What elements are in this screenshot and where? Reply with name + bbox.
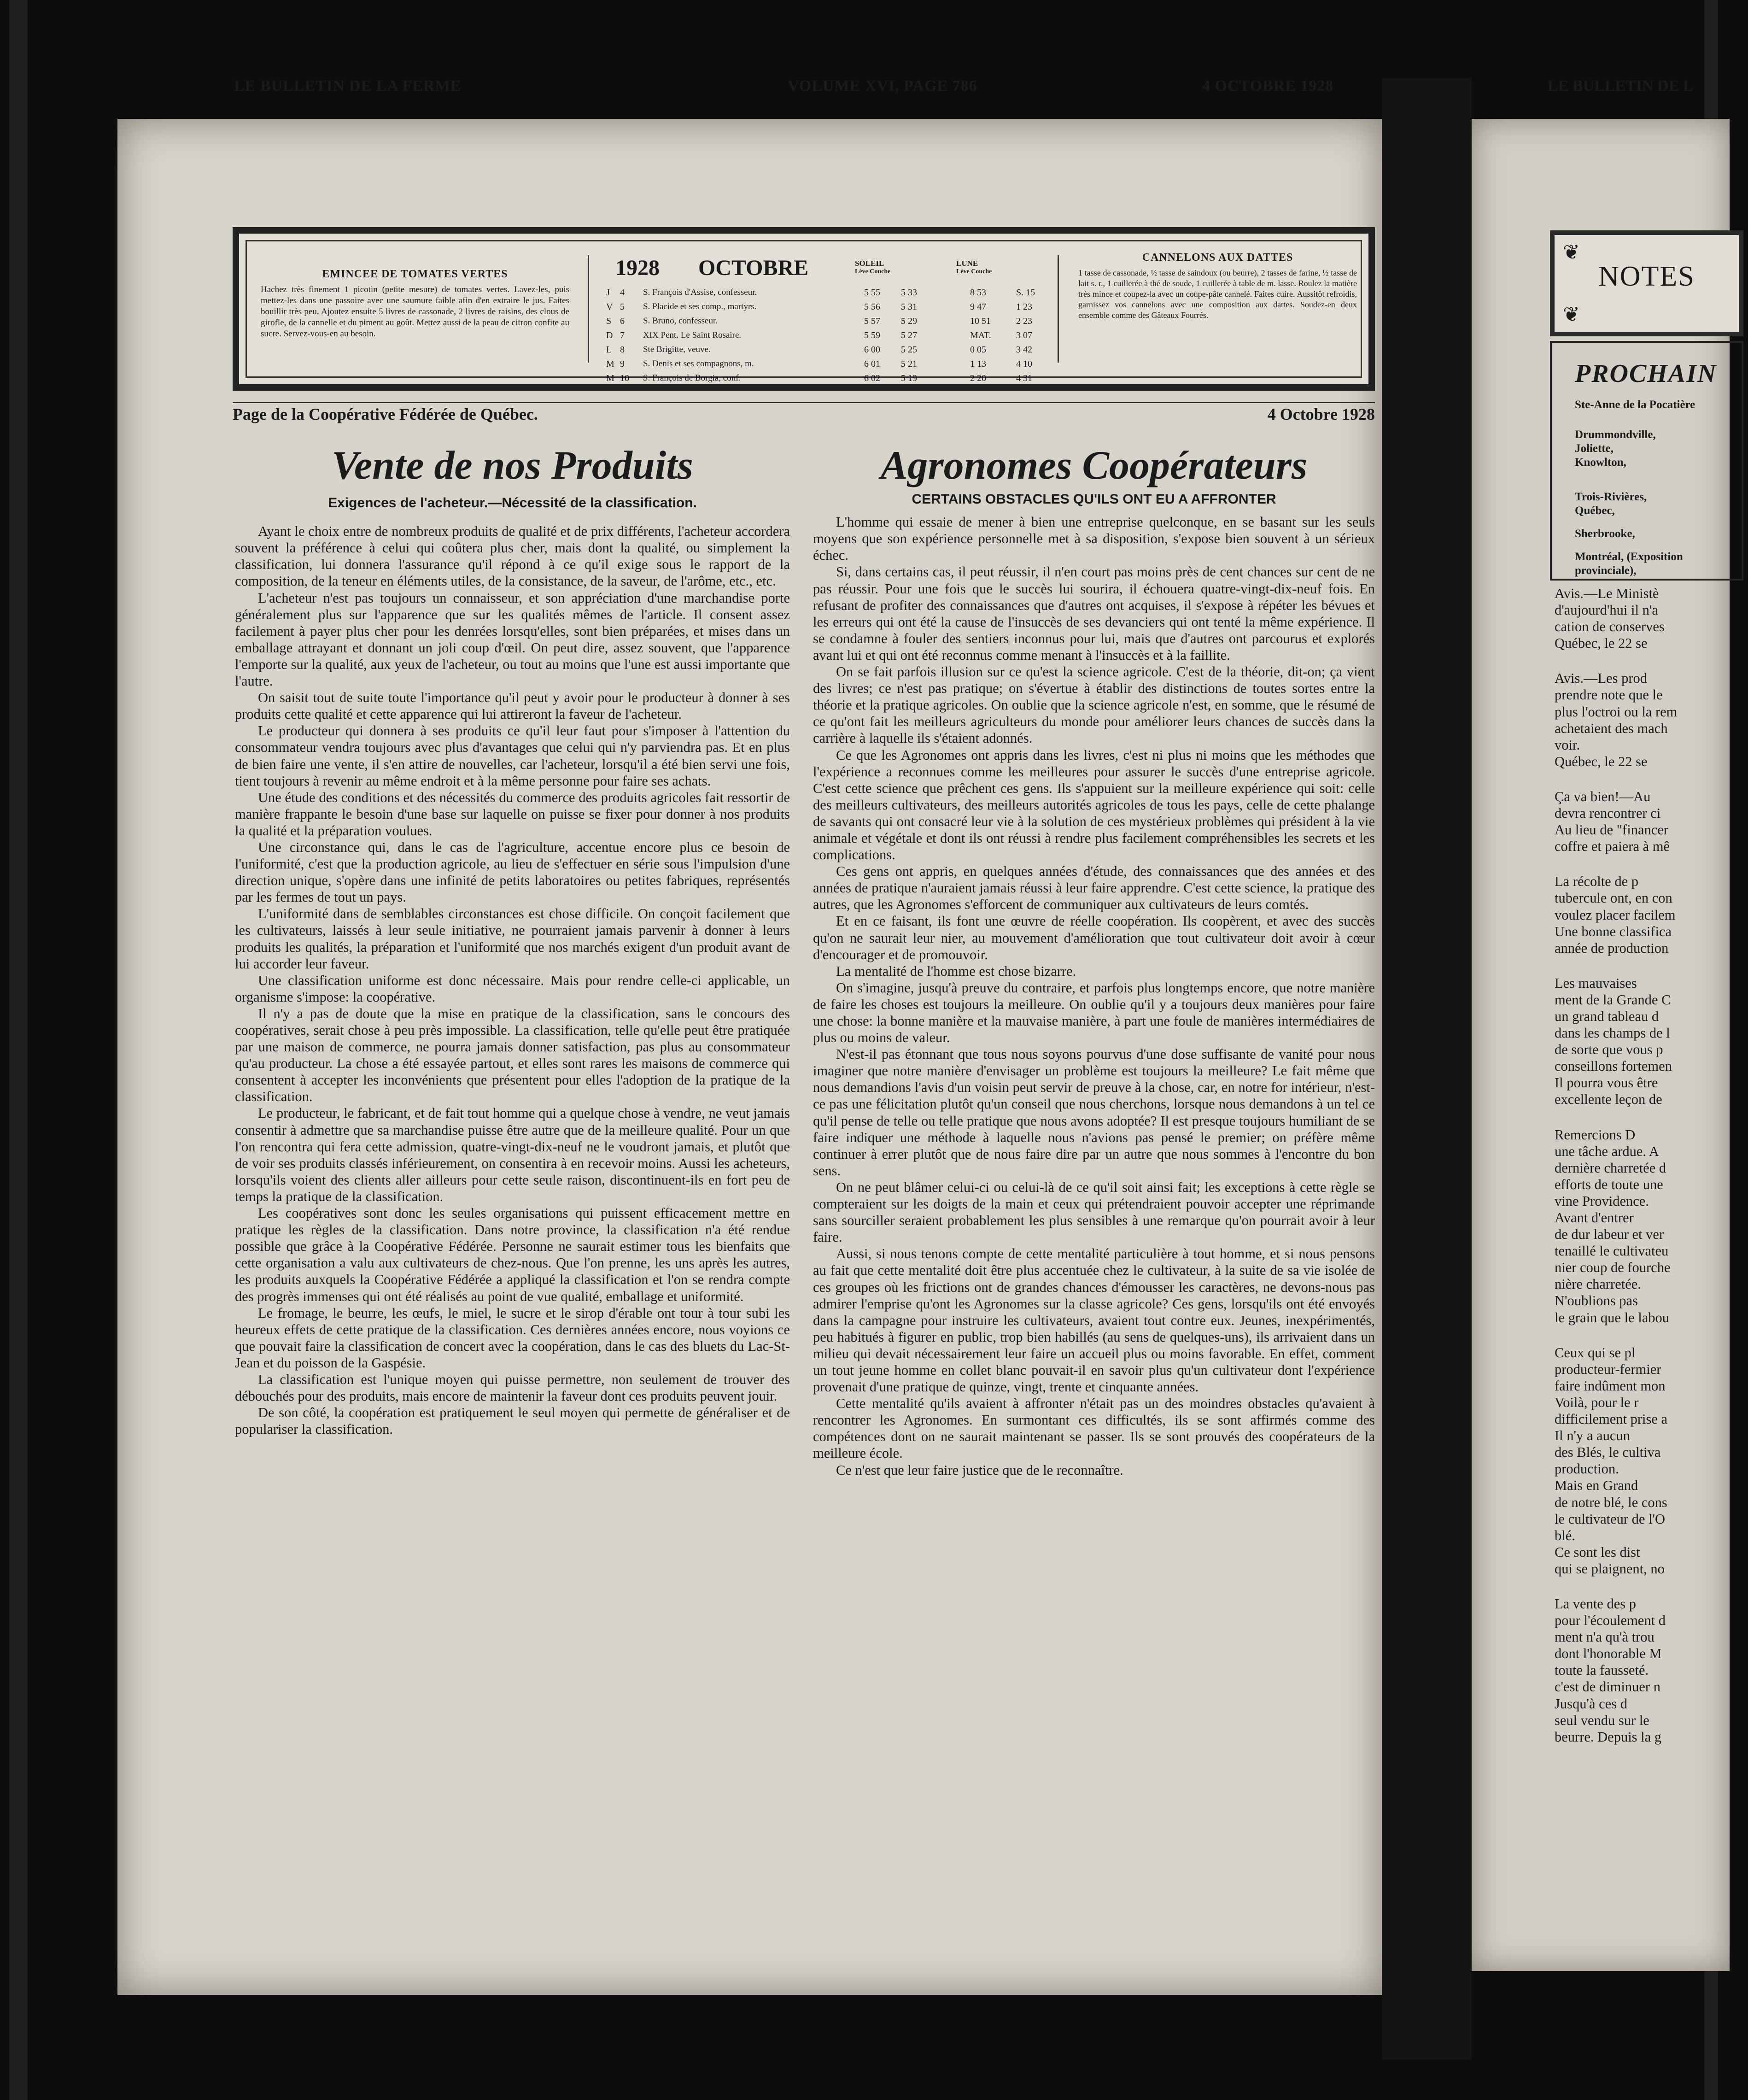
article-paragraph: Une classification uniforme est donc nécessaire. Mais pour rendre celle-ci applicable, un organisme s'impose: la coopérative. <box>235 972 790 1005</box>
prochain-box <box>1550 341 1743 581</box>
calendar-table <box>597 241 1058 383</box>
almanac-inner <box>246 240 1362 383</box>
calendar-cell-s2: 5 27 <box>901 330 917 340</box>
moon-cols: Lève Couche <box>956 268 992 275</box>
recipe-cannelons <box>1064 241 1371 376</box>
calendar-cell-d: D <box>606 330 613 340</box>
next-page-line: Québec, le 22 se <box>1555 753 1648 769</box>
article-vente-deck: Exigences de l'acheteur.—Nécessité de la classification. <box>328 495 697 511</box>
calendar-cell-s1: 5 55 <box>864 287 880 298</box>
next-page-line <box>1555 956 1748 975</box>
page-gutter <box>1382 78 1472 2059</box>
next-page-line: Ce sont les dist <box>1555 1544 1640 1560</box>
next-page-line: Avis.—Les prod <box>1555 670 1648 686</box>
next-page-line: Mais en Grand <box>1555 1478 1638 1494</box>
article-paragraph: De son côté, la coopération est pratiquement le seul moyen qui permette de généraliser et de populariser la classification. <box>235 1405 790 1437</box>
calendar-cell-d: L <box>606 345 612 355</box>
calendar-row <box>606 345 1058 359</box>
next-page-line: Il n'y a aucun <box>1555 1428 1630 1444</box>
next-page-line: d'aujourd'hui il n'a <box>1555 602 1658 618</box>
calendar-cell-l1: 8 53 <box>970 287 986 298</box>
calendar-cell-s1: 6 02 <box>864 373 880 383</box>
calendar-cell-l2: 2 23 <box>1016 316 1032 326</box>
article-agronomes-deck: CERTAINS OBSTACLES QU'ILS ONT EU A AFFRONTER <box>912 492 1276 507</box>
calendar-cell-n: 8 <box>620 345 625 355</box>
calendar-cell-saint: S. Denis et ses compagnons, m. <box>643 359 754 369</box>
article-vente-headline: Vente de nos Produits <box>332 443 693 488</box>
calendar-cell-s1: 5 56 <box>864 302 880 312</box>
calendar-cell-s2: 5 31 <box>901 302 917 312</box>
article-paragraph: Ce que les Agronomes ont appris dans les livres, c'est ni plus ni moins que les méthodes que l'expérience a reconnues comme les meilleures pour assurer le succès d'une entreprise agricole. C'est cette science que prêchent ces gens. Ils s'appuient sur la meilleure expérience qui soit: celle des meilleurs cultivateurs, des meilleurs autorités agricoles de tous les pays, celle de cette phalange de savants qui ont consacré leur vie à la solution de ces mystérieux problèmes qui président à la vie animale et végétale et dont ils ont réussi à rendre plus facilement compréhensibles les secrets et les complications. <box>813 747 1375 863</box>
article-paragraph: Il n'y a pas de doute que la mise en pratique de la classification, sans le concours des coopératives, serait chose à peu près impossible. La classification, telle qu'elle peut être pratiquée par une maison de commerce, ne pourra jamais donner satisfaction, pas plus au consommateur qu'au producteur. La chose a été essayée partout, et elles sont rares les maisons de commerce qui consentent à accepter les inconvénients que présentent pour elles l'adoption de la pratique de la classification. <box>235 1005 790 1105</box>
next-page-line: voulez placer facilem <box>1555 907 1676 923</box>
next-page-text <box>1555 585 1748 1745</box>
calendar-cell-l2: 1 23 <box>1016 302 1032 312</box>
moon-heading <box>956 259 992 276</box>
next-page-line: conseillons fortemen <box>1555 1058 1672 1074</box>
prochain-item: Montréal, (Exposition provinciale), <box>1575 551 1683 577</box>
next-page-line: qui se plaignent, no <box>1555 1560 1665 1577</box>
calendar-cell-s1: 5 59 <box>864 330 880 340</box>
header-rule <box>233 402 1375 403</box>
next-page-line: tenaillé le cultivateu <box>1555 1243 1669 1259</box>
next-page-line: Il pourra vous être <box>1555 1075 1658 1091</box>
calendar-cell-saint: S. Bruno, confesseur. <box>643 316 718 326</box>
article-paragraph: Ces gens ont appris, en quelques années d'étude, des connaissances que des années et des années de pratique n'auraient jamais réussi à leur faire apprendre. C'est cette science, la pratique des autres, que les Agronomes s'efforcent de communiquer aux cultivateurs de leurs comtés. <box>813 863 1375 913</box>
next-page-line: efforts de toute une <box>1555 1176 1663 1192</box>
next-page-line: La récolte de p <box>1555 874 1639 890</box>
calendar-cell-s2: 5 19 <box>901 373 917 383</box>
next-page-line <box>1555 1577 1748 1596</box>
calendar-month: OCTOBRE <box>698 256 809 280</box>
calendar-cell-d: V <box>606 302 613 312</box>
calendar-cell-saint: S. Placide et ses comp., martyrs. <box>643 302 757 311</box>
recipe-tomates-title: EMINCEE DE TOMATES VERTES <box>322 268 508 280</box>
calendar-cell-n: 10 <box>620 373 629 383</box>
next-page-line: Avant d'entrer <box>1555 1210 1634 1226</box>
article-agronomes <box>813 442 1375 1478</box>
calendar-cell-n: 4 <box>620 287 625 298</box>
calendar-cell-l1: 9 47 <box>970 302 986 312</box>
calendar-cell-s2: 5 25 <box>901 345 917 355</box>
next-page-line: Au lieu de "financer <box>1555 822 1669 838</box>
next-page-line: nier coup de fourche <box>1555 1260 1671 1276</box>
next-page-line: devra rencontrer ci <box>1555 805 1661 821</box>
almanac-box <box>233 227 1375 391</box>
next-page-line: faire indûment mon <box>1555 1378 1666 1394</box>
running-header-title: LE BULLETIN DE LA FERME <box>234 77 462 94</box>
next-page-line: Une bonne classifica <box>1555 923 1672 939</box>
calendar-cell-d: J <box>606 287 610 298</box>
next-page-line: c'est de diminuer n <box>1555 1679 1660 1695</box>
article-paragraph: On se fait parfois illusion sur ce qu'est la science agricole. C'est de la théorie, dit-on; ça vient des livres; ce n'est pas pratique; on s'évertue à établir des distinctions de toutes sortes entre la théorie et la pratique agricoles. On oublie que la science agricole n'est, en somme, que le résumé de ce qu'ont fait les meilleurs agriculteurs du monde pour améliorer leurs chances de succès dans la carrière à laquelle ils s'étaient adonnés. <box>813 664 1375 746</box>
calendar-cell-l1: 0 05 <box>970 345 986 355</box>
running-header <box>115 77 1605 100</box>
calendar-row <box>606 316 1058 330</box>
calendar-cell-l2: 4 31 <box>1016 373 1032 383</box>
next-page-line: difficilement prise a <box>1555 1411 1668 1427</box>
recipe-cannelons-title: CANNELONS AUX DATTES <box>1142 252 1293 264</box>
section-title: Page de la Coopérative Fédérée de Québec. <box>233 405 538 423</box>
next-page-line: Remercions D <box>1555 1126 1636 1143</box>
calendar-cell-s2: 5 33 <box>901 287 917 298</box>
almanac-divider <box>588 255 589 363</box>
article-paragraph: L'acheteur n'est pas toujours un connaisseur, et son appréciation d'une marchandise porte généralement plus sur l'apparence que sur les qualités mêmes de l'article. Il consent assez facilement à payer plus cher pour les denrées lorsqu'elles, sont bien préparées, et mises dans un emballage attrayant et donnant un joli coup d'œil. On peut dire, assez souvent, que l'apparence l'emporte sur la qualité, aux yeux de l'acheteur, ou tout au moins que l'une est aussi importante que l'autre. <box>235 590 790 689</box>
next-page-line <box>1555 1326 1748 1344</box>
next-page-line: Québec, le 22 se <box>1555 635 1648 651</box>
article-paragraph: Ayant le choix entre de nombreux produits de qualité et de prix différents, l'acheteur accordera souvent la préférence à celui qui coûtera plus cher, mais dont la qualité, ou simplement la classification, lui donnera l'assurance qu'il répond à ce qu'il exige sous le rapport de la composition, de la teneur en éléments utiles, de la consistance, de la saveur, de l'arôme, etc., etc. <box>235 523 790 589</box>
calendar-cell-s1: 6 00 <box>864 345 880 355</box>
calendar-cell-d: S <box>606 316 612 326</box>
next-page-line: le grain que le labou <box>1555 1309 1669 1326</box>
next-page-line: Avis.—Le Ministè <box>1555 586 1659 601</box>
calendar-cell-l1: 1 13 <box>970 359 986 369</box>
calendar-cell-d: M <box>606 359 614 369</box>
next-page-line: N'oublions pas <box>1555 1293 1638 1309</box>
next-page-line: une tâche ardue. A <box>1555 1143 1659 1159</box>
calendar-cell-n: 9 <box>620 359 625 369</box>
calendar-row <box>606 287 1058 302</box>
sun-heading <box>855 259 890 276</box>
article-paragraph: Le fromage, le beurre, les œufs, le miel, le sucre et le sirop d'érable ont tour à tour subi les heureux effets de cette pratique de la classification. Ces dernières années encore, nous voyions ce que pouvait faire la classification de concert avec la coopération, dans le cas des bluets du Lac-St-Jean et du poisson de la Gaspésie. <box>235 1305 790 1371</box>
next-page-line: dernière charretée d <box>1555 1160 1666 1176</box>
article-paragraph: N'est-il pas étonnant que tous nous soyons pourvus d'une dose suffisante de vanité pour nous imaginer que notre manière d'envisager un problème est toujours la meilleure? Le fait même que nous demandions l'avis d'un voisin peut servir de preuve à la chose, car, en notre for intérieur, n'est-ce pas une félicitation plutôt qu'un conseil que nous cherchons, lorsque nous demandons à un tel ce qu'il pense de telle ou telle pratique que nous avons adoptée? Il est presque toujours humiliant de se faire indiquer une méthode à laquelle nous n'avions pas pensé le premier; on préfère même continuer à errer plutôt que de nous faire dire par un autre que nous sommes à l'encontre du bon sens. <box>813 1046 1375 1179</box>
next-page-line: production. <box>1555 1461 1619 1477</box>
next-page-line: Ceux qui se pl <box>1555 1344 1636 1361</box>
next-page-line: dans les champs de l <box>1555 1025 1670 1041</box>
article-paragraph: Le producteur qui donnera à ses produits ce qu'il leur faut pour s'imposer à l'attention du consommateur vendra toujours avec plus d'avantages que celui qui n'y parviendra pas. Et en plus de bien faire une vente, il s'en attire de nouvelles, car l'acheteur, lorsqu'il a été bien servi une fois, tient toujours à revenir au même endroit et à la même personne pour faire ses achats. <box>235 723 790 789</box>
next-page-line: achetaient des mach <box>1555 720 1668 736</box>
calendar-cell-l2: 4 10 <box>1016 359 1032 369</box>
next-page-line <box>1555 651 1748 670</box>
next-page-line <box>1555 770 1748 788</box>
article-vente-body <box>235 523 790 1437</box>
next-page-line: de notre blé, le cons <box>1555 1494 1667 1510</box>
calendar-year: 1928 <box>615 256 660 280</box>
next-page-line: beurre. Depuis la g <box>1555 1729 1662 1745</box>
calendar-cell-n: 5 <box>620 302 625 312</box>
next-page-line: blé. <box>1555 1527 1575 1543</box>
prochain-item: Ste-Anne de la Pocatière <box>1575 399 1695 411</box>
calendar-cell-l1: 10 51 <box>970 316 991 326</box>
calendar-row <box>606 359 1058 373</box>
calendar-cell-s1: 6 01 <box>864 359 880 369</box>
calendar-cell-l2: 3 42 <box>1016 345 1032 355</box>
calendar-cell-l2: 3 07 <box>1016 330 1032 340</box>
article-paragraph: La classification est l'unique moyen qui puisse permettre, non seulement de trouver des débouchés pour des produits, mais encore de maintenir la faveur dont ces produits peuvent jouir. <box>235 1371 790 1404</box>
next-page-line: Les mauvaises <box>1555 975 1637 991</box>
calendar-cell-n: 6 <box>620 316 625 326</box>
next-page-line: Ça va bien!—Au <box>1555 788 1651 804</box>
calendar-cell-l1: 2 20 <box>970 373 986 383</box>
ornament-icon: ❦ <box>1563 241 1580 264</box>
recipe-cannelons-body: 1 tasse de cassonade, ½ tasse de saindoux (ou beurre), 2 tasses de farine, ½ tasse de lait s. r., 1 cuillerée à thé de soude, 1 cuillerée à table de m. lasse. Roulez la matière très mince et coupez-la avec un coupe-pâte cannelé. Faites cuire. Aussitôt refroidis, garnissez vos cannelons avec une composition aux dattes. Soudez-en deux ensemble comme des Gâteaux Fourrés. <box>1078 268 1357 320</box>
next-page-line <box>1555 1108 1748 1126</box>
article-paragraph: Cette mentalité qu'ils avaient à affronter n'était pas un des moindres obstacles qu'avaient à rencontrer les Agronomes. En surmontant ces difficultés, ils se sont affirmés comme des compétences dont on ne saurait maintenant se passer. Ils se sont prouvés des coopérateurs de la meilleure école. <box>813 1396 1375 1461</box>
article-paragraph: Le producteur, le fabricant, et de fait tout homme qui a quelque chose à vendre, ne veut jamais consentir à admettre que sa marchandise puisse être autre que de la meilleure qualité. Pour un que l'on rencontra qui fera cette admission, quatre-vingt-dix-neuf ne le voudront jamais, et plutôt que de voir ses produits classés inférieurement, on consentira à en recevoir moins. Aussi les acheteurs, lorsqu'ils voient des clients aller ailleurs pour cette seule raison, discontinuent-ils en fort peu de temps la pratique de la classification. <box>235 1105 790 1204</box>
calendar-cell-saint: XIX Pent. Le Saint Rosaire. <box>643 330 742 340</box>
article-paragraph: On saisit tout de suite toute l'importance qu'il peut y avoir pour le producteur à donner à ses produits cette qualité et cette apparence qui lui attireront la faveur de l'acheteur. <box>235 690 790 722</box>
calendar-cell-l2: S. 15 <box>1016 287 1035 298</box>
article-paragraph: Si, dans certains cas, il peut réussir, il n'en court pas moins près de cent chances sur cent de ne pas réussir. Pour une fois que le succès lui sourira, il échouera quatre-vingt-dix-neuf fois. En refusant de profiter des connaissances que d'autres ont acquises, il s'expose à répéter les bévues et les erreurs qui ont été la cause de l'insuccès de ses devanciers qui ont tenté la même expérience. Il se condamne à fouler des sentiers inconnus pour lui, mais que d'autres ont parcourus et explorés avant lui et qui ont été reconnus comme menant à l'insuccès et à la faillite. <box>813 564 1375 663</box>
next-page-line: plus l'octroi ou la rem <box>1555 704 1678 720</box>
next-page-line: nière charretée. <box>1555 1276 1641 1292</box>
sun-label: SOLEIL <box>855 259 884 268</box>
calendar-cell-d: M <box>606 373 614 383</box>
next-page-line: producteur-fermier <box>1555 1361 1661 1377</box>
next-page-running-header: LE BULLETIN DE L <box>1548 77 1694 94</box>
calendar-rows <box>606 287 1058 387</box>
calendar-cell-s1: 5 57 <box>864 316 880 326</box>
section-date: 4 Octobre 1928 <box>1267 405 1375 423</box>
article-agronomes-body <box>813 514 1375 1478</box>
running-header-volume: VOLUME XVI, PAGE 786 <box>788 77 977 94</box>
article-paragraph: La mentalité de l'homme est chose bizarre. <box>836 963 1076 979</box>
sun-cols: Lève Couche <box>855 268 891 275</box>
running-header-date: 4 OCTOBRE 1928 <box>1202 77 1334 94</box>
calendar-cell-n: 7 <box>620 330 625 340</box>
article-paragraph: Aussi, si nous tenons compte de cette mentalité particulière à tout homme, et si nous pensons au fait que cette mentalité doit être plus accentuée chez le cultivateur, à la suite de sa vie isolée de ces groupes où les frictions ont de grandes chances d'émousser les caractères, ne devons-nous pas admirer l'emprise qu'ont les Agronomes sur la classe agricole? Ces gens, lorsqu'ils ont été envoyés dans la campagne pour instruire les cultivateurs, avaient tout contre eux. Jeunes, inexpérimentés, peu habitués à figurer en public, trop bien habillés (au sens de quelques-uns), ils arrivaient dans un milieu qui devait nécessairement leur faire un accueil plus ou moins favorable. En effet, comment un tout jeune homme en collet blanc pouvait-il en savoir plus qu'un cultivateur dont l'expérience provenait d'une pratique de quinze, vingt, trente et cinquante années. <box>813 1246 1375 1395</box>
article-paragraph: Les coopératives sont donc les seules organisations qui puissent efficacement mettre en pratique les règles de la classification. Dans notre province, la classification n'a été rendue possible que grâce à la Coopérative Fédérée. Personne ne saurait estimer tous les bienfaits que cette organisation a valu aux cultivateurs de chez-nous. Que l'on prenne, les uns après les autres, les produits auxquels la Coopérative Fédérée a appliqué la classification et l'on se rendra compte des progrès immenses qui ont été réalisés au point de vue qualité, emballage et uniformité. <box>235 1205 790 1304</box>
article-paragraph: Et en ce faisant, ils font une œuvre de réelle coopération. Ils coopèrent, et avec des succès qu'on ne saurait leur nier, au mouvement d'amélioration que tout cultivateur doit avoir à cœur d'encourager et de promouvoir. <box>813 913 1375 962</box>
next-page-line: La vente des p <box>1555 1596 1636 1612</box>
ornament-icon: ❦ <box>1563 303 1580 326</box>
calendar-cell-saint: Ste Brigitte, veuve. <box>643 345 711 354</box>
next-page-line: des Blés, le cultiva <box>1555 1444 1661 1461</box>
next-page-line: vine Providence. <box>1555 1193 1649 1209</box>
calendar-row <box>606 330 1058 345</box>
article-paragraph: L'homme qui essaie de mener à bien une entreprise quelconque, en se basant sur les seuls moyens que son expérience personnelle met à sa disposition, s'expose bien souvent à un sérieux échec. <box>813 514 1375 563</box>
next-page-line: ment de la Grande C <box>1555 991 1671 1008</box>
article-paragraph: On s'imagine, jusqu'à preuve du contraire, et parfois plus longtemps encore, que notre manière de faire les choses est toujours la meilleure. On oublie qu'il y a toujours deux manières pour faire une chose: la bonne manière et la mauvaise manière, à part une foule de manières intermédiaires de plus ou moins de valeur. <box>813 980 1375 1046</box>
notes-title: NOTES <box>1598 261 1695 292</box>
prochain-item: Sherbrooke, <box>1575 528 1635 540</box>
prochain-item: Trois-Rivières, Québec, <box>1575 491 1647 517</box>
calendar-cell-saint: S. François d'Assise, confesseur. <box>643 287 757 297</box>
article-agronomes-headline: Agronomes Coopérateurs <box>880 443 1308 488</box>
next-page-line: le cultivateur de l'O <box>1555 1511 1666 1527</box>
prochain-item: Drummondville, Joliette, Knowlton, <box>1575 428 1656 469</box>
notes-box <box>1550 230 1743 336</box>
next-page-line: voir. <box>1555 737 1580 753</box>
next-page-line: Jusqu'à ces d <box>1555 1695 1627 1712</box>
article-paragraph: L'uniformité dans de semblables circonstances est chose difficile. On conçoit facilement que les cultivateurs, laissés à leur seule initiative, ne pourraient jamais parvenir à donner à leurs produits les qualités, la préparation et l'uniformité que nos marchés exigent d'un produit avant de lui accorder leur faveur. <box>235 906 790 972</box>
calendar-cell-s2: 5 21 <box>901 359 917 369</box>
next-page-line: prendre note que le <box>1555 687 1663 703</box>
page-section-header <box>233 405 1375 428</box>
prochain-title: PROCHAIN <box>1575 359 1717 388</box>
moon-label: LUNE <box>956 259 978 268</box>
next-page-line: coffre et paiera à mê <box>1555 839 1670 855</box>
next-page-line: de dur labeur et ver <box>1555 1226 1664 1243</box>
next-page-line: seul vendu sur le <box>1555 1712 1649 1728</box>
next-page-line: de sorte que vous p <box>1555 1042 1663 1058</box>
article-paragraph: Ce n'est que leur faire justice que de le reconnaître. <box>836 1462 1123 1478</box>
next-page-line: tubercule ont, en con <box>1555 890 1672 906</box>
calendar-cell-l1: MAT. <box>970 330 991 340</box>
article-paragraph: On ne peut blâmer celui-ci ou celui-là de ce qu'il soit ainsi fait; les exceptions à cette règle se compteraient sur les doigts de la main et ceux qui prétendraient pouvoir accepter une réprimande sans sourciller seraient probablement les plus sensibles à une remarque qu'on pourrait avoir à leur faire. <box>813 1179 1375 1245</box>
calendar-cell-s2: 5 29 <box>901 316 917 326</box>
article-paragraph: Une étude des conditions et des nécessités du commerce des produits agricoles fait ressortir de manière frappante le besoin d'une base sur laquelle on puisse se fixer pour donner à nos produits la qualité et la préparation voulues. <box>235 789 790 839</box>
next-page-line: pour l'écoulement d <box>1555 1613 1666 1629</box>
next-page-line: toute la fausseté. <box>1555 1662 1649 1678</box>
calendar-row <box>606 302 1058 316</box>
next-page-line: un grand tableau d <box>1555 1008 1659 1024</box>
article-vente <box>235 442 790 1437</box>
calendar-cell-saint: S. François de Borgia, conf. <box>643 373 741 383</box>
recipe-tomates-body: Hachez très finement 1 picotin (petite mesure) de tomates vertes. Lavez-les, puis mettez-les dans une passoire avec une saumure faible afin d'en extraire le jus. Faites bouillir très peu. Ajoutez ensuite 5 livres de cassonade, 2 livres de raisins, des clous de girofle, de la cannelle et du piment au goût. Mettez aussi de la peau de citron confite au sucre. Servez-vous-en au besoin. <box>261 285 569 339</box>
next-page-line: année de production <box>1555 940 1669 956</box>
recipe-tomates <box>247 241 583 376</box>
next-page-line: excellente leçon de <box>1555 1091 1662 1108</box>
next-page-line: ment n'a qu'à trou <box>1555 1629 1654 1645</box>
almanac-divider <box>1058 255 1059 363</box>
next-page-line: Voilà, pour le r <box>1555 1394 1639 1410</box>
next-page-line: cation de conserves <box>1555 619 1665 635</box>
calendar-row <box>606 373 1058 387</box>
next-page-line: dont l'honorable M <box>1555 1646 1662 1662</box>
next-page-line <box>1555 855 1748 873</box>
article-paragraph: Une circonstance qui, dans le cas de l'agriculture, accentue encore plus ce besoin de l'uniformité, c'est que la production agricole, au lieu de s'effectuer en série sous l'impulsion d'une direction unique, s'opère dans une infinité de petits laboratoires ou petites fabriques, représentés par les fermes de tout un pays. <box>235 839 790 905</box>
